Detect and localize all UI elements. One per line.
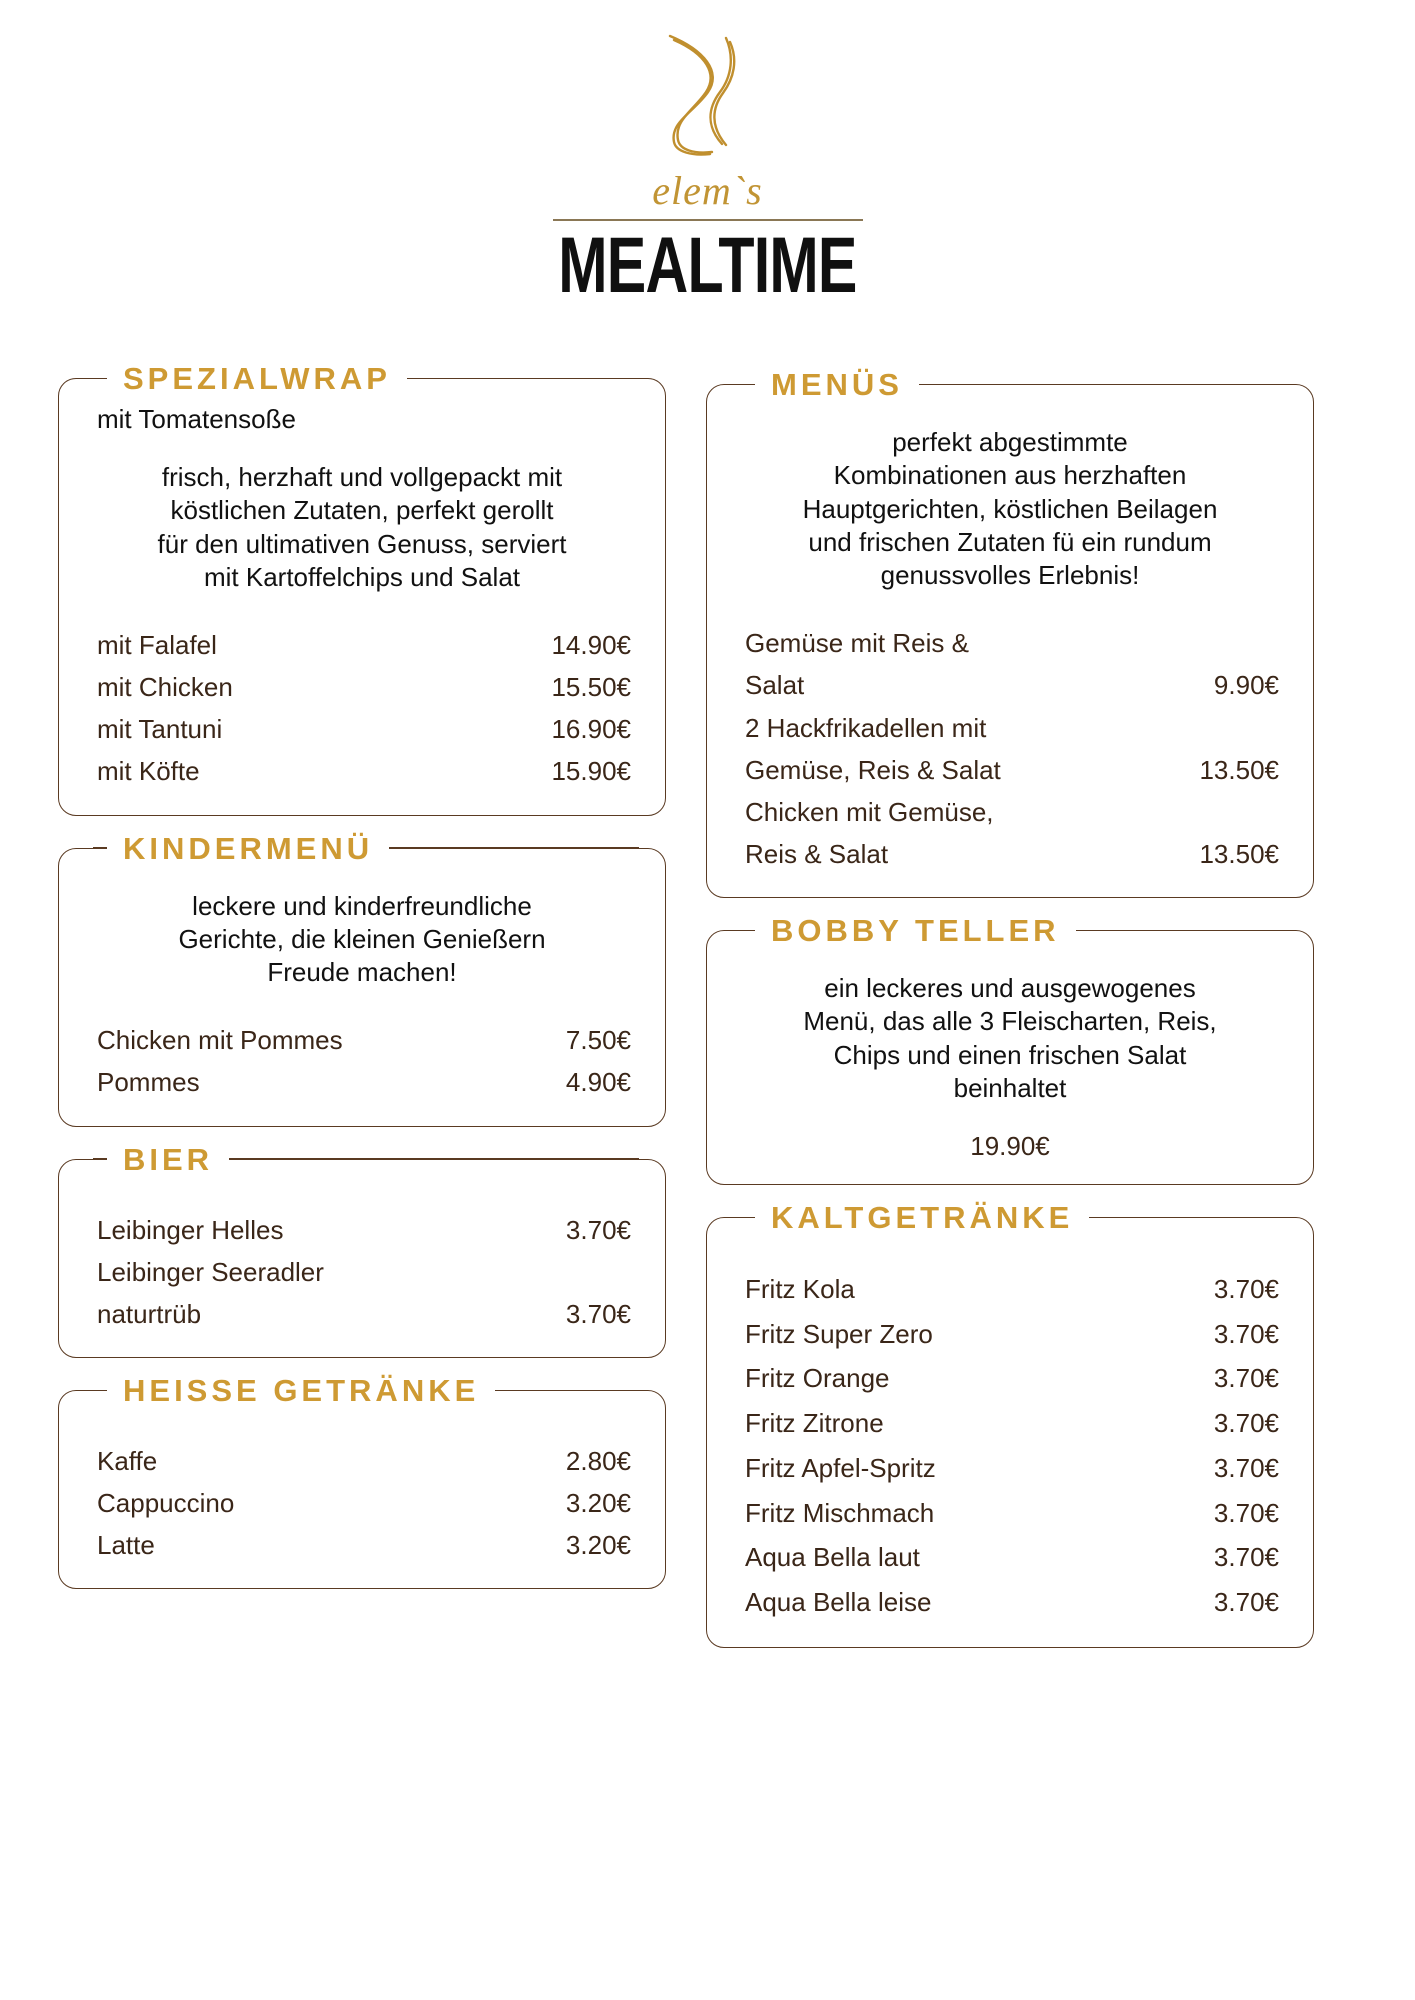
menu-item-name: Aqua Bella leise [745,1587,932,1618]
section-item-list [93,624,631,792]
menu-item-price: 3.70€ [1213,1274,1279,1305]
menu-item-row [741,1446,1279,1491]
menu-item-row [93,1061,631,1103]
brand-header [0,0,1415,309]
menu-item-name: Gemüse mit Reis & [745,628,969,659]
menu-item-price: 2.80€ [565,1445,631,1476]
menu-item-name: Chicken mit Gemüse, [745,796,994,827]
menu-item-name: Latte [97,1530,155,1561]
menu-item-price: 16.90€ [551,714,631,745]
legend-stub [93,1158,107,1160]
menu-item-price: 3.70€ [1213,1542,1279,1573]
legend-rule [389,847,639,849]
section-body [59,890,665,1104]
menu-item-price: 4.90€ [565,1067,631,1098]
menu-item-row [93,1524,631,1566]
section-title: BIER [107,1144,229,1175]
section-title: KALTGETRÄNKE [755,1202,1089,1233]
section-body [707,972,1313,1162]
section-item-list [93,1019,631,1103]
legend-rule [1089,1217,1287,1219]
section-body [59,1209,665,1335]
menu-item-name: mit Köfte [97,756,200,787]
legend-rule [1076,930,1287,932]
menu-item-row [741,1535,1279,1580]
legend-rule [407,378,639,380]
section-body [59,404,665,793]
section-description: leckere und kinderfreundliche Gerichte, die kleinen Genießern Freude machen! [178,890,546,988]
menu-item-row [93,666,631,708]
legend-stub [741,384,755,386]
menu-section-heisse-getraenke [58,1372,666,1589]
menu-item-name: naturtrüb [97,1298,202,1329]
menu-item-price: 3.70€ [565,1298,631,1329]
section-item-list [93,1209,631,1335]
legend-stub [741,930,755,932]
menu-item-name: Aqua Bella laut [745,1542,920,1573]
section-legend-row [707,912,1313,948]
menu-section-bier [58,1141,666,1358]
menu-item-row [93,708,631,750]
legend-rule [495,1390,639,1392]
menu-item-price: 3.70€ [1213,1587,1279,1618]
section-title: KINDERMENÜ [107,833,389,864]
section-legend-row [59,363,665,394]
section-item-list [741,622,1279,875]
menu-item-name: Fritz Kola [745,1274,855,1305]
section-title: MENÜS [755,369,919,400]
menu-item-row [741,1312,1279,1357]
menu-item-row [741,1580,1279,1625]
menu-columns [0,361,1415,1680]
menu-item-row [93,624,631,666]
menu-item-row [93,1251,631,1293]
section-title: SPEZIALWRAP [107,363,407,394]
menu-section-bobby-teller [706,912,1314,1185]
menu-item-name: Kaffe [97,1445,158,1476]
menu-item-name: mit Tantuni [97,714,223,745]
menu-item-row [741,1356,1279,1401]
section-description: ein leckeres und ausgewogenes Menü, das alle 3 Fleischarten, Reis, Chips und einen frischen Salat beinhaltet [803,972,1217,1103]
menu-item-name: Leibinger Helles [97,1214,284,1245]
section-legend-row [707,369,1313,400]
brand-wordmark: MEALTIME [558,220,857,309]
menu-item-name: Reis & Salat [745,838,889,869]
menu-column-right [706,367,1314,1680]
section-item-list [93,1440,631,1566]
menu-section-spezialwrap [58,361,666,816]
menu-section-kaltgetraenke [706,1200,1314,1648]
menu-column-left [58,361,666,1621]
menu-item-name: 2 Hackfrikadellen mit [745,712,987,743]
menu-item-name: Pommes [97,1067,200,1098]
menu-item-row [93,750,631,792]
menu-item-price: 13.50€ [1199,754,1279,785]
section-title: BOBBY TELLER [755,915,1076,946]
section-description: frisch, herzhaft und vollgepackt mit köstlichen Zutaten, perfekt gerollt für den ultimativen Genuss, serviert mit Kartoffelchips und Salat [157,462,567,592]
menu-item-row [93,1209,631,1251]
menu-item-name: mit Chicken [97,672,233,703]
menu-item-name: Fritz Mischmach [745,1497,935,1528]
section-legend-row [59,1141,665,1177]
goblet-swirl-logo-icon [648,26,768,161]
menu-item-price: 3.20€ [565,1487,631,1518]
section-single-price: 19.90€ [970,1131,1050,1162]
menu-item-price: 13.50€ [1199,838,1279,869]
menu-item-name: Fritz Apfel-Spritz [745,1452,936,1483]
section-description: perfekt abgestimmte Kombinationen aus herzhaften Hauptgerichten, köstlichen Beilagen und frischen Zutaten fü ein rundum genussvolles Erlebnis! [802,427,1218,591]
section-legend-row [59,830,665,866]
menu-item-name: Cappuccino [97,1487,235,1518]
section-subtitle: mit Tomatensoße [97,404,296,434]
menu-item-price: 15.50€ [551,672,631,703]
menu-item-row [741,1267,1279,1312]
menu-item-row [741,791,1279,833]
menu-item-price: 3.70€ [1213,1408,1279,1439]
menu-item-price: 3.70€ [1213,1497,1279,1528]
menu-item-row [93,1293,631,1335]
menu-item-price: 3.70€ [1213,1318,1279,1349]
menu-item-row [741,1491,1279,1536]
legend-rule [919,384,1287,386]
menu-item-price: 3.70€ [1213,1363,1279,1394]
section-item-list [741,1267,1279,1625]
section-body [59,1440,665,1566]
menu-item-price: 3.70€ [1213,1452,1279,1483]
menu-item-name: mit Falafel [97,630,217,661]
menu-item-name: Gemüse, Reis & Salat [745,754,1001,785]
menu-item-row [741,749,1279,791]
menu-item-price: 3.70€ [565,1214,631,1245]
legend-stub [93,847,107,849]
menu-item-name: Fritz Super Zero [745,1318,933,1349]
menu-item-price: 7.50€ [565,1025,631,1056]
menu-item-name: Fritz Zitrone [745,1408,884,1439]
menu-item-price: 14.90€ [551,630,631,661]
menu-section-kindermenu [58,830,666,1127]
legend-stub [741,1217,755,1219]
menu-item-row [741,622,1279,664]
menu-item-row [93,1482,631,1524]
menu-item-row [741,1401,1279,1446]
section-body [707,426,1313,875]
menu-section-menues [706,367,1314,898]
menu-item-row [93,1440,631,1482]
menu-item-price: 9.90€ [1213,670,1279,701]
menu-item-name: Leibinger Seeradler [97,1256,324,1287]
menu-item-name: Salat [745,670,805,701]
menu-item-row [741,707,1279,749]
menu-item-name: Fritz Orange [745,1363,890,1394]
menu-item-price: 15.90€ [551,756,631,787]
menu-item-name: Chicken mit Pommes [97,1025,343,1056]
legend-stub [93,1390,107,1392]
brand-script-name: elem`s [652,168,763,213]
legend-stub [93,378,107,380]
menu-item-row [93,1019,631,1061]
section-body [707,1267,1313,1625]
menu-item-row [741,664,1279,706]
section-legend-row [707,1200,1313,1236]
menu-item-row [741,833,1279,875]
legend-rule [229,1158,639,1160]
section-title: HEISSE GETRÄNKE [107,1375,495,1406]
menu-item-price: 3.20€ [565,1530,631,1561]
section-legend-row [59,1372,665,1408]
